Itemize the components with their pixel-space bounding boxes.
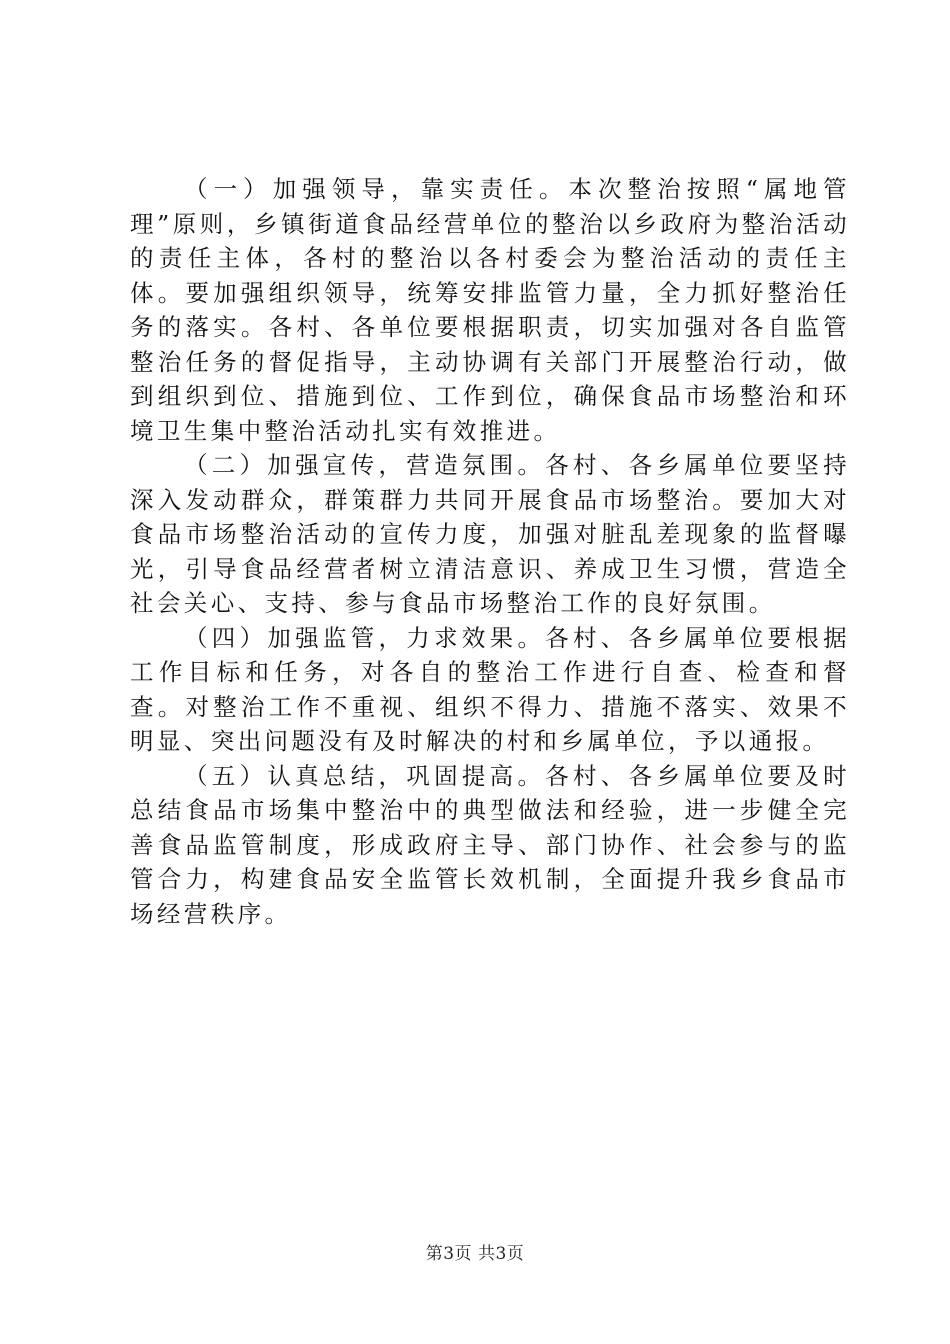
page-number-footer: 第3页 共3页	[425, 1244, 525, 1264]
document-body	[130, 172, 850, 931]
paragraph-supervision: （四）加强监管，力求效果。各村、各乡属单位要根据工作目标和任务，对各自的整治工作进行自查、检查和督查。对整治工作不重视、组织不得力、措施不落实、效果不明显、突出问题没有及时解决的村和乡属单位，予以通报。	[130, 623, 850, 755]
paragraph-publicity: （二）加强宣传，营造氛围。各村、各乡属单位要坚持深入发动群众，群策群力共同开展食品市场整治。要加大对食品市场整治活动的宣传力度，加强对脏乱差现象的监督曝光，引导食品经营者树立清洁意识、养成卫生习惯，营造全社会关心、支持、参与食品市场整治工作的良好氛围。	[130, 451, 850, 617]
paragraph-summary: （五）认真总结，巩固提高。各村、各乡属单位要及时总结食品市场集中整治中的典型做法和经验，进一步健全完善食品监管制度，形成政府主导、部门协作、社会参与的监管合力，构建食品安全监管长效机制，全面提升我乡食品市场经营秩序。	[130, 761, 850, 928]
paragraph-leadership: （一）加强领导，靠实责任。本次整治按照“属地管理”原则，乡镇街道食品经营单位的整治以乡政府为整治活动的责任主体，各村的整治以各村委会为整治活动的责任主体。要加强组织领导，统筹安排监管力量，全力抓好整治任务的落实。各村、各单位要根据职责，切实加强对各自监管整治任务的督促指导，主动协调有关部门开展整治行动，做到组织到位、措施到位、工作到位，确保食品市场整治和环境卫生集中整治活动扎实有效推进。	[130, 175, 850, 445]
